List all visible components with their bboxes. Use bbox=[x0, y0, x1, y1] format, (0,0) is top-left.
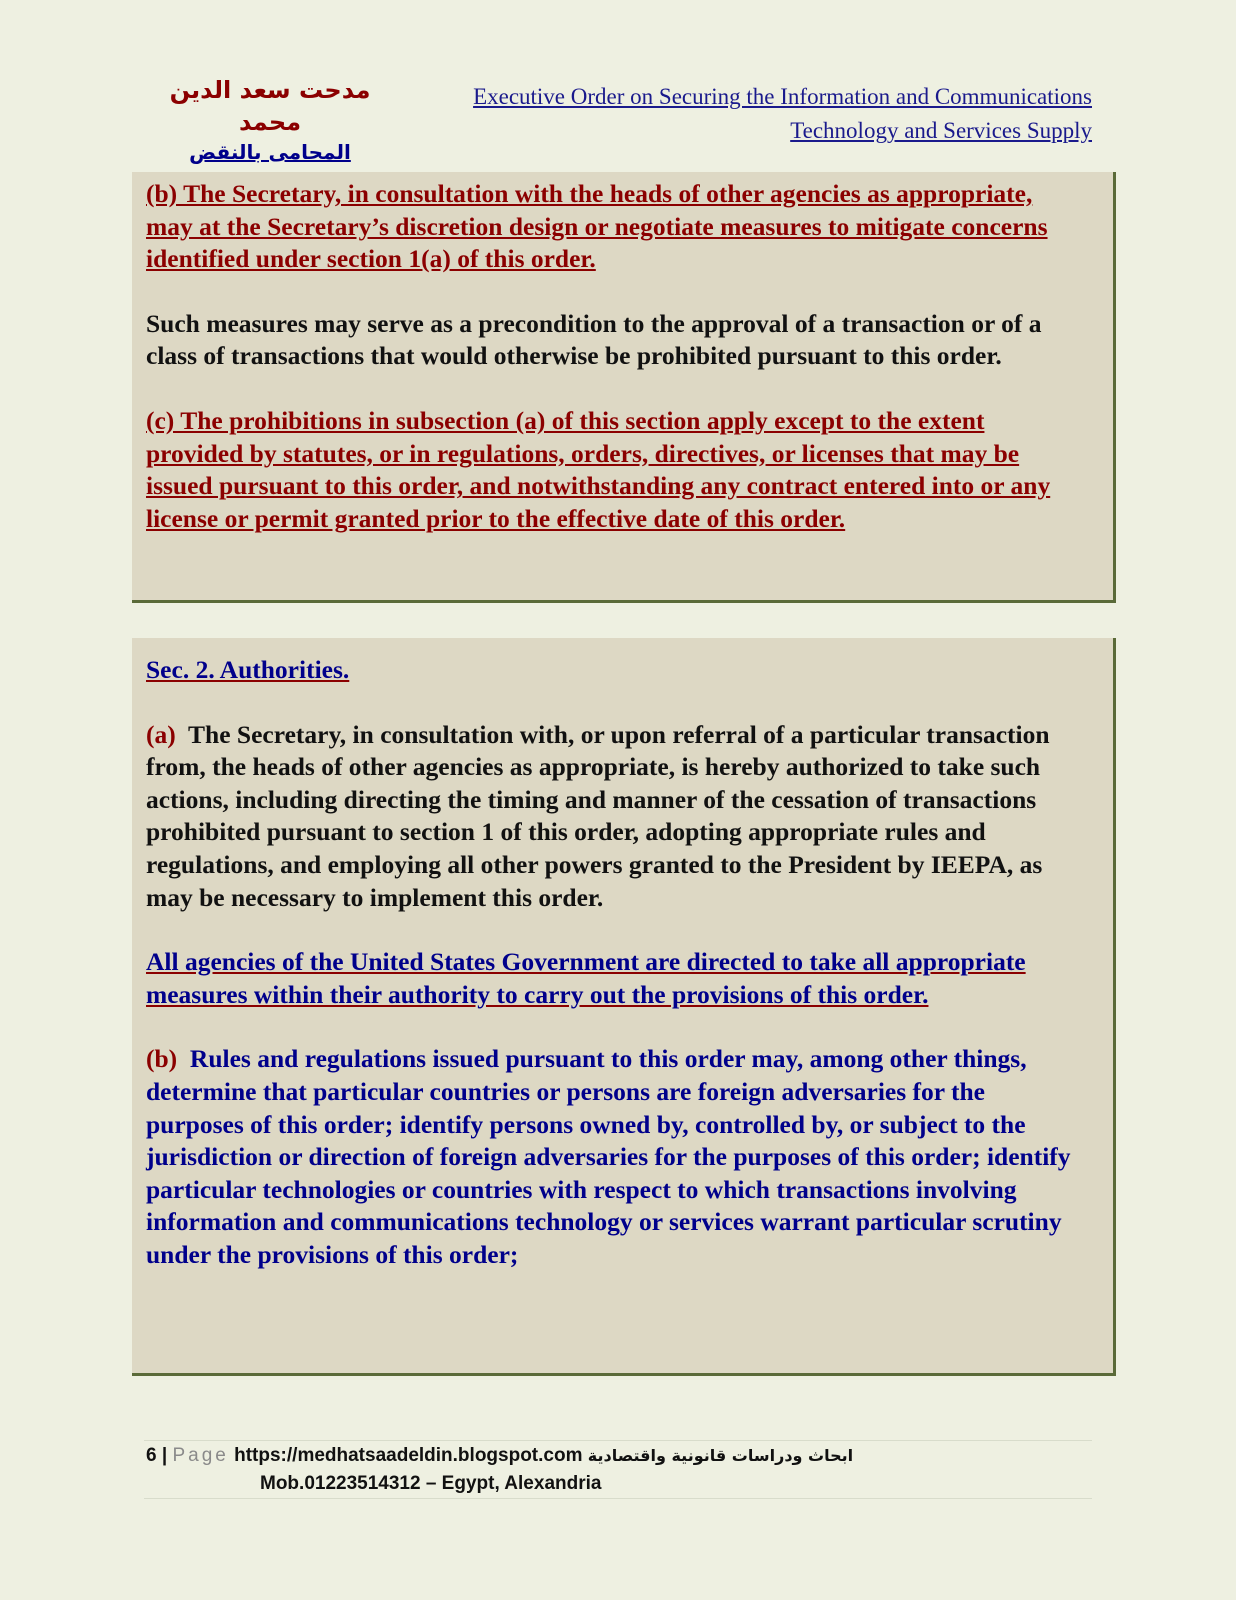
page-label: Page bbox=[172, 1445, 229, 1466]
page-number: 6 bbox=[146, 1445, 157, 1466]
author-block bbox=[140, 74, 400, 166]
document-title bbox=[412, 80, 1092, 148]
text-box-section1 bbox=[132, 172, 1116, 603]
paragraph-a-marker: (a) bbox=[146, 719, 176, 749]
blog-url[interactable]: https://medhatsaadeldin.blogspot.com bbox=[234, 1445, 583, 1466]
paragraph-a bbox=[146, 719, 1085, 915]
paragraph-c-text: (c) The prohibitions in subsection (a) of this section apply except to the extent provided by statutes, or in regulations, orders, directives, or licenses that may be issued pursuant to this order, and notwithstanding any contract entered into or any license or permit granted prior to the effective date of this order. bbox=[146, 405, 1051, 533]
paragraph-agencies bbox=[146, 946, 1085, 1011]
paragraph-b-rules bbox=[146, 1043, 1085, 1271]
author-title: المحامى بالنقض bbox=[189, 140, 351, 164]
document-title-line2: Technology and Services Supply bbox=[790, 118, 1092, 143]
page-separator: | bbox=[161, 1445, 168, 1466]
author-name: مدحت سعد الدين محمد bbox=[169, 76, 371, 136]
footer-top-divider bbox=[144, 1440, 1092, 1441]
paragraph-measures: Such measures may serve as a precondition to the approval of a transaction or of a class of transactions that would otherwise be prohibited pursuant to this order. bbox=[146, 308, 1042, 371]
footer-contact: Mob.01223514312 – Egypt, Alexandria bbox=[260, 1473, 602, 1494]
paragraph-b-text: (b) The Secretary, in consultation with the heads of other agencies as appropriate, may at the Secretary’s discretion design or negotiate measures to mitigate concerns identified under section 1(a) of this order. bbox=[146, 179, 1048, 274]
section-heading bbox=[146, 654, 1085, 687]
paragraph-b-rules-marker: (b) bbox=[146, 1044, 178, 1074]
document-title-line1: Executive Order on Securing the Information and Communications bbox=[473, 84, 1092, 109]
paragraph-b-rules-text: Rules and regulations issued pursuant to this order may, among other things, determine that particular countries or persons are foreign adversaries for the purposes of this order; identify persons owned by, controlled by, or subject to the jurisdiction or direction of foreign adversaries for the purposes of this order; identify particular technologies or countries with respect to which transactions involving information and communications technology or services warrant particular scrutiny under the provisions of this order; bbox=[146, 1044, 1071, 1269]
text-box-section2 bbox=[132, 638, 1116, 1376]
footer bbox=[146, 1442, 853, 1470]
footer-arabic-text: ابحاث ودراسات قانونية واقتصادية bbox=[587, 1446, 854, 1465]
section-heading-text: Sec. 2. Authorities. bbox=[146, 655, 350, 684]
paragraph-a-text: The Secretary, in consultation with, or upon referral of a particular transaction from, the heads of other agencies as appropriate, is hereby authorized to take such actions, including directing the timing and manner of the cessation of transactions prohibited pursuant to section 1 of this order, adopting appropriate rules and regulations, and employing all other powers granted to the President by IEEPA, as may be necessary to implement this order. bbox=[146, 719, 1050, 912]
footer-bottom-divider bbox=[144, 1498, 1092, 1499]
paragraph-agencies-text: All agencies of the United States Government are directed to take all appropriate measures within their authority to carry out the provisions of this order. bbox=[146, 947, 1026, 1009]
paragraph-b bbox=[146, 178, 1085, 276]
paragraph-c bbox=[146, 405, 1085, 535]
